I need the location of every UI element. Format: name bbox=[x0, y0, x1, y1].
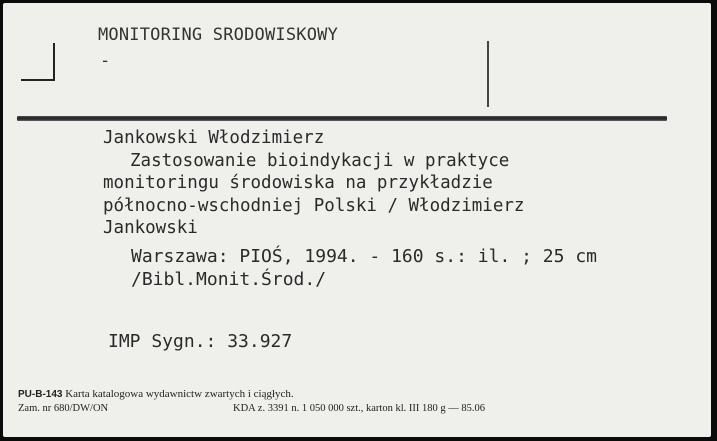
footer-print-line bbox=[18, 403, 485, 414]
print-info: KDA z. 3391 n. 1 050 000 szt., karton kl. III 180 g — 85.06 bbox=[233, 403, 485, 414]
author-line: Jankowski Włodzimierz bbox=[103, 128, 325, 148]
corner-mark-horizontal bbox=[21, 79, 55, 81]
subject-heading: MONITORING SRODOWISKOWY bbox=[98, 25, 339, 45]
form-title: Karta katalogowa wydawnictw zwartych i ciągłych. bbox=[65, 388, 294, 400]
header-rule bbox=[17, 116, 667, 121]
catalog-card bbox=[3, 3, 711, 437]
subject-subheading-dash: - bbox=[100, 51, 111, 71]
title-line-3: północno-wschodniej Polski / Włodzimierz bbox=[103, 195, 525, 216]
publication-line: Warszawa: PIOŚ, 1994. - 160 s.: il. ; 25 cm bbox=[131, 246, 597, 267]
call-number: IMP Sygn.: 33.927 bbox=[108, 331, 293, 352]
series-line: /Bibl.Monit.Środ./ bbox=[131, 269, 327, 290]
header-divider-line bbox=[487, 41, 489, 107]
title-line-1: Zastosowanie bioindykacji w praktyce bbox=[130, 150, 510, 171]
title-line-4: Jankowski bbox=[103, 218, 198, 238]
footer-form-line bbox=[18, 388, 294, 400]
title-line-2: monitoringu środowiska na przykładzie bbox=[103, 173, 493, 193]
form-code: PU-B-143 bbox=[18, 389, 63, 400]
order-number: Zam. nr 680/DW/ON bbox=[18, 403, 109, 414]
corner-mark-vertical bbox=[53, 43, 55, 81]
